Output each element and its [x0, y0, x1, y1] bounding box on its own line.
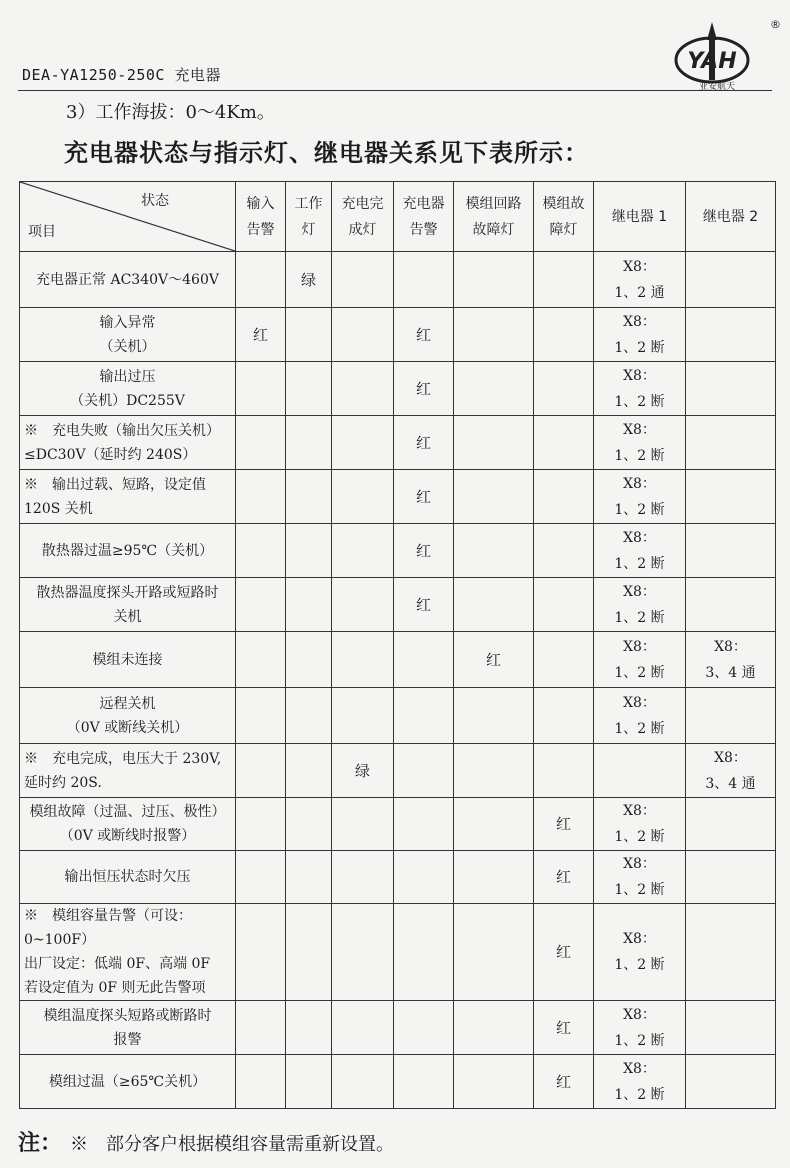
item-line: 输出恒压状态时欠压 — [64, 869, 191, 885]
indicator-cell — [454, 524, 534, 578]
relay2-line: X8： — [714, 638, 747, 655]
item-line: 输出过压 — [99, 368, 156, 385]
item-line: 报警 — [113, 1031, 142, 1048]
item-cell — [20, 904, 236, 1001]
indicator-cell — [394, 744, 454, 798]
item-line: 模组温度探头短路或断路时 — [43, 1007, 212, 1024]
indicator-cell — [534, 362, 594, 416]
indicator-cell — [454, 470, 534, 524]
item-line: 120S 关机 — [24, 500, 93, 517]
column-header-line: 告警 — [409, 221, 438, 238]
altitude-spec: 3）工作海拔：0～4Km。 — [66, 102, 275, 123]
column-header — [332, 182, 394, 252]
column-header — [394, 182, 454, 252]
relay2-line: 3、4 通 — [705, 775, 756, 792]
relay2-cell — [686, 524, 776, 578]
document-model-header: DEA-YA1250-250C 充电器 — [22, 66, 221, 84]
table-row — [20, 851, 776, 904]
column-header — [686, 182, 776, 252]
indicator-cell — [454, 252, 534, 308]
relay1-line: 1、2 断 — [614, 957, 665, 973]
column-header-line: 工作 — [294, 195, 323, 212]
item-line: ※ 模组容量告警（可设：0~100F） — [24, 908, 192, 948]
relay2-cell — [686, 578, 776, 632]
relay1-line: X8： — [623, 475, 656, 492]
item-cell — [20, 744, 236, 798]
relay1-cell — [594, 632, 686, 688]
relay1-cell — [594, 416, 686, 470]
indicator-cell — [286, 744, 332, 798]
indicator-cell — [236, 744, 286, 798]
table-row — [20, 688, 776, 744]
item-cell — [20, 362, 236, 416]
indicator-cell — [332, 470, 394, 524]
item-cell — [20, 688, 236, 744]
relay1-line: X8： — [623, 421, 656, 438]
relay1-cell — [594, 851, 686, 904]
relay2-cell — [686, 798, 776, 851]
indicator-cell: 红 — [394, 470, 454, 524]
table-header-row — [20, 182, 776, 252]
corner-item-label: 项目 — [28, 224, 56, 240]
relay1-cell — [594, 524, 686, 578]
indicator-cell — [534, 252, 594, 308]
item-line: ※ 充电完成，电压大于 230V, — [24, 750, 222, 767]
column-header-line: 灯 — [301, 221, 316, 238]
indicator-cell — [454, 744, 534, 798]
indicator-cell — [332, 688, 394, 744]
item-line: 延时约 20S. — [24, 774, 102, 791]
column-header — [454, 182, 534, 252]
column-header-line: 输入 — [246, 195, 275, 212]
section-heading: 充电器状态与指示灯、继电器关系见下表所示： — [64, 139, 589, 167]
indicator-cell — [236, 252, 286, 308]
relay2-cell — [686, 252, 776, 308]
column-header-line: 继电器 2 — [702, 208, 759, 225]
indicator-cell — [286, 1001, 332, 1055]
table-row — [20, 1055, 776, 1109]
indicator-cell: 红 — [534, 1001, 594, 1055]
indicator-cell — [454, 904, 534, 1001]
indicator-cell — [534, 744, 594, 798]
relay2-cell — [686, 416, 776, 470]
table-row — [20, 798, 776, 851]
item-line: 关机 — [113, 608, 142, 625]
indicator-cell: 红 — [394, 416, 454, 470]
item-line: （0V 或断线关机） — [66, 719, 189, 736]
item-cell — [20, 470, 236, 524]
indicator-cell: 红 — [454, 632, 534, 688]
indicator-cell — [332, 308, 394, 362]
header-divider — [18, 90, 772, 91]
indicator-cell — [286, 524, 332, 578]
relay1-line: 1、2 断 — [614, 882, 665, 898]
indicator-cell: 绿 — [332, 744, 394, 798]
status-relay-table — [19, 181, 776, 1109]
corner-header-cell — [20, 182, 236, 252]
indicator-cell — [394, 1055, 454, 1109]
indicator-cell — [454, 308, 534, 362]
indicator-cell — [236, 578, 286, 632]
relay1-line: 1、2 断 — [614, 720, 665, 737]
indicator-cell — [286, 851, 332, 904]
indicator-cell — [286, 904, 332, 1001]
relay1-cell — [594, 798, 686, 851]
indicator-cell — [454, 1055, 534, 1109]
relay1-line: X8： — [623, 258, 656, 275]
logo-subtitle: 亚安航天 — [698, 82, 735, 92]
column-header-line: 成灯 — [348, 221, 377, 238]
relay1-line: X8： — [623, 367, 656, 384]
indicator-cell — [394, 904, 454, 1001]
relay1-line: 1、2 断 — [614, 829, 665, 845]
relay1-cell — [594, 308, 686, 362]
indicator-cell — [454, 416, 534, 470]
item-cell — [20, 252, 236, 308]
indicator-cell — [236, 904, 286, 1001]
indicator-cell: 红 — [534, 798, 594, 851]
relay1-cell — [594, 1055, 686, 1109]
relay1-line: X8： — [623, 694, 656, 711]
relay1-cell — [594, 362, 686, 416]
item-line: 模组故障（过温、过压、极性） — [29, 804, 226, 820]
footnote — [18, 1126, 394, 1157]
column-header-line: 模组故 — [542, 195, 585, 212]
relay1-line: 1、2 断 — [614, 447, 665, 464]
indicator-cell — [394, 851, 454, 904]
relay1-cell — [594, 252, 686, 308]
item-line: 若设定值为 0F 则无此告警项 — [24, 980, 206, 996]
indicator-cell — [286, 362, 332, 416]
indicator-cell — [534, 632, 594, 688]
indicator-cell — [394, 632, 454, 688]
item-cell — [20, 1055, 236, 1109]
item-line: 模组未连接 — [92, 651, 163, 668]
item-cell — [20, 632, 236, 688]
relay2-cell — [686, 362, 776, 416]
column-header-line: 充电器 — [402, 195, 445, 212]
relay2-cell — [686, 470, 776, 524]
relay1-line: X8： — [623, 856, 656, 872]
relay1-line: X8： — [623, 1060, 656, 1077]
item-cell — [20, 416, 236, 470]
indicator-cell — [286, 798, 332, 851]
indicator-cell — [236, 798, 286, 851]
indicator-cell — [286, 470, 332, 524]
item-line: 散热器过温≥95℃（关机） — [41, 542, 214, 559]
indicator-cell — [236, 470, 286, 524]
relay2-line: 3、4 通 — [705, 664, 756, 681]
table-row — [20, 904, 776, 1001]
column-header-line: 故障灯 — [472, 221, 515, 238]
item-line: ※ 充电失败（输出欠压关机） — [24, 422, 220, 439]
indicator-cell: 红 — [236, 308, 286, 362]
relay2-cell — [686, 688, 776, 744]
indicator-cell — [454, 362, 534, 416]
relay1-line: 1、2 通 — [614, 284, 665, 301]
indicator-cell — [286, 308, 332, 362]
indicator-cell — [394, 798, 454, 851]
relay1-line: 1、2 断 — [614, 609, 665, 626]
indicator-cell — [332, 1055, 394, 1109]
relay1-line: X8： — [623, 638, 656, 655]
item-cell — [20, 851, 236, 904]
indicator-cell — [394, 688, 454, 744]
indicator-cell — [286, 578, 332, 632]
indicator-cell — [236, 362, 286, 416]
note-label: 注： — [18, 1130, 63, 1156]
indicator-cell: 红 — [534, 904, 594, 1001]
column-header — [594, 182, 686, 252]
indicator-cell — [332, 362, 394, 416]
table-row — [20, 632, 776, 688]
item-line: ※ 输出过载、短路，设定值 — [24, 476, 206, 493]
indicator-cell — [332, 524, 394, 578]
indicator-cell: 红 — [394, 308, 454, 362]
relay1-line: 1、2 断 — [614, 664, 665, 681]
column-header-line: 障灯 — [549, 221, 578, 238]
indicator-cell — [286, 1055, 332, 1109]
relay1-line: 1、2 断 — [614, 339, 665, 356]
relay1-cell — [594, 1001, 686, 1055]
indicator-cell — [534, 524, 594, 578]
indicator-cell — [534, 578, 594, 632]
relay2-cell — [686, 308, 776, 362]
column-header — [236, 182, 286, 252]
table-row — [20, 362, 776, 416]
column-header — [286, 182, 332, 252]
item-line: 充电器正常 AC340V～460V — [36, 271, 219, 288]
indicator-cell: 绿 — [286, 252, 332, 308]
indicator-cell: 红 — [394, 578, 454, 632]
indicator-cell — [236, 416, 286, 470]
column-header-line: 充电完 — [341, 195, 384, 212]
indicator-cell — [332, 578, 394, 632]
item-cell — [20, 524, 236, 578]
relay1-line: 1、2 断 — [614, 555, 665, 572]
item-line: 远程关机 — [99, 695, 156, 712]
relay2-cell — [686, 904, 776, 1001]
relay1-line: X8： — [623, 803, 656, 819]
relay2-cell — [686, 744, 776, 798]
relay1-line: 1、2 断 — [614, 501, 665, 518]
table-row — [20, 524, 776, 578]
relay1-line: X8： — [623, 529, 656, 546]
relay1-line: X8： — [623, 313, 656, 330]
item-cell — [20, 1001, 236, 1055]
table-row — [20, 252, 776, 308]
relay1-line: 1、2 断 — [614, 393, 665, 410]
indicator-cell — [332, 416, 394, 470]
item-line: 模组过温（≥65℃关机） — [48, 1073, 207, 1090]
relay2-cell — [686, 1055, 776, 1109]
item-line: 散热器温度探头开路或短路时 — [36, 584, 219, 601]
item-line: （0V 或断线时报警） — [59, 828, 196, 844]
indicator-cell — [534, 688, 594, 744]
item-cell — [20, 798, 236, 851]
relay1-cell — [594, 744, 686, 798]
indicator-cell — [332, 851, 394, 904]
indicator-cell: 红 — [394, 362, 454, 416]
registered-mark: ® — [770, 18, 781, 31]
table-row — [20, 578, 776, 632]
relay1-line: X8： — [623, 1006, 656, 1023]
indicator-cell — [534, 308, 594, 362]
item-line: （关机） — [99, 338, 156, 355]
indicator-cell — [332, 1001, 394, 1055]
relay1-cell — [594, 688, 686, 744]
indicator-cell — [286, 416, 332, 470]
indicator-cell: 红 — [394, 524, 454, 578]
relay2-cell — [686, 1001, 776, 1055]
indicator-cell — [332, 252, 394, 308]
relay1-line: 1、2 断 — [614, 1032, 665, 1049]
item-cell — [20, 308, 236, 362]
column-header-line: 模组回路 — [465, 195, 522, 212]
item-line: ≤DC30V（延时约 240S） — [24, 446, 197, 463]
indicator-cell — [236, 632, 286, 688]
relay2-line: X8： — [714, 749, 747, 766]
indicator-cell — [454, 1001, 534, 1055]
item-line: 出厂设定：低端 0F、高端 0F — [24, 956, 211, 972]
indicator-cell — [332, 798, 394, 851]
corner-status-label: 状态 — [141, 193, 169, 209]
indicator-cell — [236, 524, 286, 578]
column-header-line: 继电器 1 — [611, 208, 668, 225]
table-row — [20, 470, 776, 524]
item-line: 输入异常 — [99, 314, 156, 331]
relay1-line: 1、2 断 — [614, 1086, 665, 1103]
indicator-cell: 红 — [534, 851, 594, 904]
indicator-cell — [454, 851, 534, 904]
relay1-line: X8： — [623, 583, 656, 600]
table-row — [20, 744, 776, 798]
relay1-line: X8： — [623, 931, 656, 947]
indicator-cell — [332, 632, 394, 688]
logo-text: YAH — [687, 49, 737, 74]
note-text: ※ 部分客户根据模组容量需重新设置。 — [70, 1134, 395, 1155]
indicator-cell — [286, 688, 332, 744]
indicator-cell — [534, 416, 594, 470]
indicator-cell — [394, 1001, 454, 1055]
table-row — [20, 1001, 776, 1055]
indicator-cell — [236, 1055, 286, 1109]
relay1-cell — [594, 470, 686, 524]
indicator-cell — [236, 1001, 286, 1055]
indicator-cell — [332, 904, 394, 1001]
table-row — [20, 416, 776, 470]
indicator-cell — [286, 632, 332, 688]
indicator-cell — [236, 688, 286, 744]
indicator-cell — [454, 578, 534, 632]
column-header-line: 告警 — [246, 221, 275, 238]
relay1-cell — [594, 578, 686, 632]
item-cell — [20, 578, 236, 632]
indicator-cell: 红 — [534, 1055, 594, 1109]
column-header — [534, 182, 594, 252]
indicator-cell — [236, 851, 286, 904]
relay1-cell — [594, 904, 686, 1001]
relay2-cell — [686, 632, 776, 688]
table-row — [20, 308, 776, 362]
indicator-cell — [454, 688, 534, 744]
item-line: （关机）DC255V — [70, 392, 185, 409]
relay2-cell — [686, 851, 776, 904]
indicator-cell — [534, 470, 594, 524]
indicator-cell — [394, 252, 454, 308]
indicator-cell — [454, 798, 534, 851]
